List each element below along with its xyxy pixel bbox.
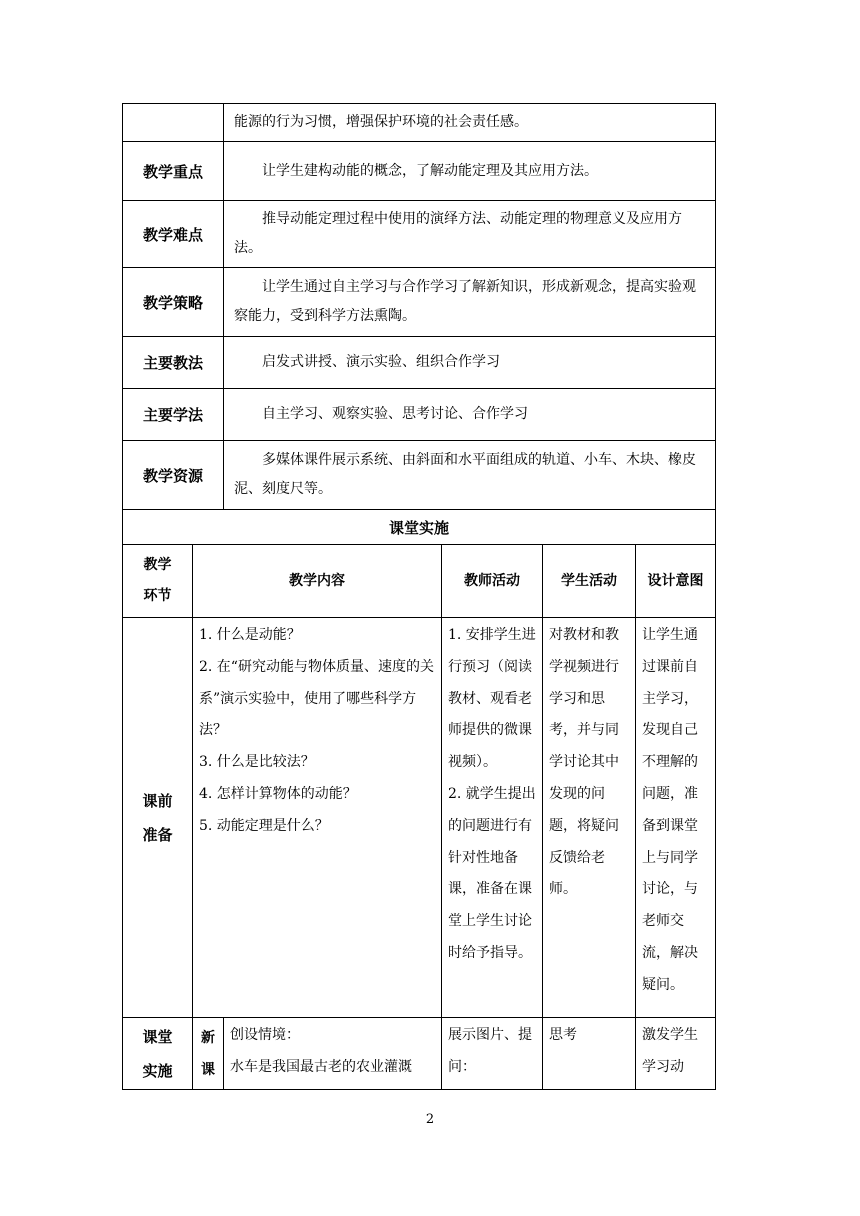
- header-stage-line1: 教学: [143, 557, 172, 573]
- row-text-resources: 多媒体课件展示系统、由斜面和水平面组成的轨道、小车、木块、橡皮泥、刻度尺等。: [224, 441, 716, 510]
- header-stage-line2: 环节: [143, 588, 172, 604]
- header-teacher: 教师活动: [442, 545, 543, 618]
- impl-student-activity: 思考: [543, 1018, 636, 1090]
- prep-question-4: 4. 怎样计算物体的动能？: [199, 785, 357, 802]
- prep-teacher-item-1: 1. 安排学生进行预习（阅读教材、观看老师提供的微课视频）。: [448, 627, 536, 771]
- header-student: 学生活动: [543, 545, 636, 618]
- prep-label-line1: 课前: [142, 791, 173, 810]
- prep-design-intent: 让学生通过课前自主学习，发现自己不理解的问题，准备到课堂上与同学讨论，与老师交流，解决疑问。: [636, 618, 716, 1018]
- header-content: 教学内容: [193, 545, 442, 618]
- prep-student-activity: 对教材和教学视频进行学习和思考，并与同学讨论其中发现的问题，将疑问反馈给老师。: [543, 618, 636, 1018]
- impl-teacher-activity: 展示图片、提问：: [442, 1018, 543, 1090]
- row-label-strategy: 教学策略: [123, 268, 224, 337]
- row-label-key-points: 教学重点: [123, 142, 224, 201]
- row-label-difficulties: 教学难点: [123, 201, 224, 268]
- impl-label-line2: 实施: [142, 1061, 173, 1080]
- impl-content-line1: 创设情境：: [230, 1027, 300, 1043]
- prep-label-line2: 准备: [142, 825, 173, 844]
- header-stage: [123, 545, 193, 618]
- row-label-learning-methods: 主要学法: [123, 389, 224, 441]
- prep-question-3: 3. 什么是比较法？: [199, 754, 315, 771]
- page-number: 2: [425, 1112, 435, 1127]
- prep-teacher-item-2: 2. 就学生提出的问题进行有针对性地备课，准备在课堂上学生讨论时给予指导。: [448, 785, 536, 961]
- prep-question-5: 5. 动能定理是什么？: [199, 817, 329, 834]
- lesson-plan-table: [122, 103, 716, 1090]
- section-title: 课堂实施: [123, 510, 716, 545]
- impl-sub-line2: 课: [201, 1062, 215, 1078]
- impl-content-line2: 水车是我国最古老的农业灌溉: [230, 1058, 412, 1075]
- continuation-text: 能源的行为习惯，增强保护环境的社会责任感。: [224, 104, 716, 142]
- impl-stage-label: [123, 1018, 193, 1090]
- row-text-difficulties: 推导动能定理过程中使用的演绎方法、动能定理的物理意义及应用方法。: [224, 201, 716, 268]
- row-text-key-points: 让学生建构动能的概念，了解动能定理及其应用方法。: [224, 142, 716, 201]
- header-intent: 设计意图: [636, 545, 716, 618]
- impl-label-line1: 课堂: [142, 1027, 173, 1046]
- prep-teacher-activity: [442, 618, 543, 1018]
- prep-content: [193, 618, 442, 1018]
- impl-sub-line1: 新: [201, 1030, 215, 1046]
- row-text-teaching-methods: 启发式讲授、演示实验、组织合作学习: [224, 337, 716, 389]
- impl-design-intent: 激发学生学习动: [636, 1018, 716, 1090]
- impl-content: [224, 1018, 442, 1090]
- prep-question-2: 2. 在“研究动能与物体质量、速度的关系”演示实验中，使用了哪些科学方法？: [199, 658, 434, 739]
- prep-stage-label: [123, 618, 193, 1018]
- prep-question-1: 1. 什么是动能？: [199, 627, 301, 643]
- row-text-strategy: 让学生通过自主学习与合作学习了解新知识，形成新观念，提高实验观察能力，受到科学方法熏陶。: [224, 268, 716, 337]
- impl-sub-stage: [193, 1018, 224, 1090]
- row-label-teaching-methods: 主要教法: [123, 337, 224, 389]
- row-text-learning-methods: 自主学习、观察实验、思考讨论、合作学习: [224, 389, 716, 441]
- continuation-label-cell: [123, 104, 224, 142]
- row-label-resources: 教学资源: [123, 441, 224, 510]
